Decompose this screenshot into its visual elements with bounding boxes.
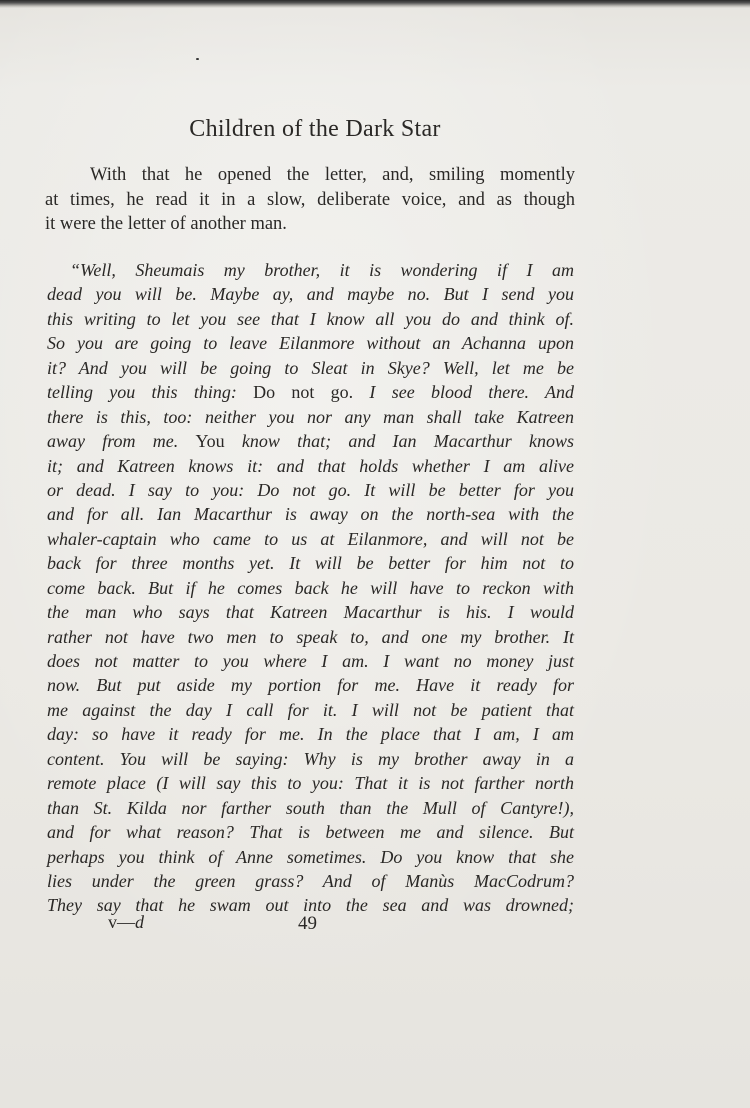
upright-text: You (195, 431, 225, 452)
letter-line: it; and Katreen knows it: and that holds whether I am alive (47, 455, 574, 476)
letter-text: away from me. (47, 431, 196, 452)
letter-line: come back. But if he comes back he will have to reckon with (47, 577, 574, 598)
signature-letter: d (135, 912, 144, 932)
letter-line: does not matter to you where I am. I want no money just (47, 651, 574, 671)
signature-mark (108, 912, 144, 933)
letter-line: or dead. I say to you: Do not go. It will be better for you (47, 479, 574, 500)
page-top-edge (0, 0, 750, 8)
letter-line: So you are going to leave Eilanmore without an Achanna upon (47, 333, 574, 354)
intro-paragraph (45, 163, 575, 237)
letter-line: back for three months yet. It will be better for him not to (47, 553, 574, 574)
letter-line: and for all. Ian Macarthur is away on the north-sea with the (47, 504, 574, 525)
intro-line: it were the letter of another man. (45, 214, 287, 234)
page-number: 49 (298, 913, 317, 934)
letter-line: “Well, Sheumais my brother, it is wondering if I am (70, 260, 574, 280)
letter-line: day: so have it ready for me. In the place that I am, I am (47, 724, 574, 745)
intro-line: at times, he read it in a slow, deliberate voice, and as though (45, 189, 575, 210)
intro-line: With that he opened the letter, and, smiling momently (90, 165, 575, 185)
letter-line: perhaps you think of Anne sometimes. Do you know that she (47, 846, 574, 867)
letter-line: me against the day I call for it. I will not be patient that (47, 699, 574, 720)
letter-line: now. But put aside my portion for me. Have it ready for (47, 675, 574, 696)
signature-prefix: v— (108, 912, 135, 932)
letter-text: telling you this thing: (47, 382, 254, 403)
letter-line: rather not have two men to speak to, and one my brother. It (47, 626, 574, 647)
letter-line: and for what reason? That is between me and silence. But (47, 822, 574, 843)
letter-text: know that; and Ian Macarthur knows (224, 431, 574, 452)
letter-line (47, 380, 574, 404)
upright-text: Do not go. (253, 382, 354, 403)
running-head: Children of the Dark Star (189, 116, 441, 142)
letter-line: there is this, too: neither you nor any man shall take Katreen (47, 406, 574, 427)
letter-line: than St. Kilda nor farther south than the Mull of Cantyre!), (47, 797, 574, 818)
letter-text: I see blood there. And (353, 382, 574, 403)
letter-line: content. You will be saying: Why is my brother away in a (47, 748, 574, 769)
letter-line: dead you will be. Maybe ay, and maybe no. But I send you (47, 284, 574, 305)
letter-line: this writing to let you see that I know all you do and think of. (47, 308, 574, 329)
letter-line: They say that he swam out into the sea and was drowned; (47, 895, 574, 916)
letter-line: lies under the green grass? And of Manùs MacCodrum? (47, 870, 574, 891)
letter-paragraph (47, 258, 574, 918)
letter-line: the man who says that Katreen Macarthur is his. I would (47, 602, 574, 623)
letter-line: remote place (I will say this to you: That it is not farther north (47, 773, 574, 794)
ink-speck (196, 58, 199, 60)
letter-line: it? And you will be going to Sleat in Skye? Well, let me be (47, 357, 574, 378)
letter-line (47, 429, 574, 453)
letter-line: whaler-captain who came to us at Eilanmore, and will not be (47, 528, 574, 549)
